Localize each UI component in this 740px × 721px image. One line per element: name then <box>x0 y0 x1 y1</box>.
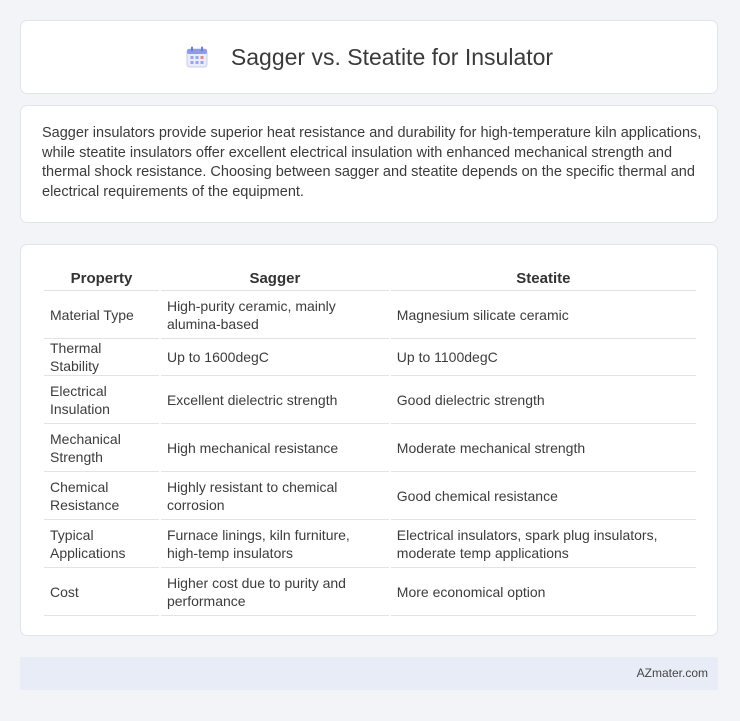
cell-sagger: Up to 1600degC <box>161 339 389 376</box>
cell-sagger: High mechanical resistance <box>161 424 389 472</box>
cell-sagger: Higher cost due to purity and performance <box>161 568 389 616</box>
cell-property: Cost <box>44 568 159 616</box>
title-card <box>20 20 718 94</box>
cell-sagger: Excellent dielectric strength <box>161 376 389 424</box>
header-sagger: Sagger <box>161 267 389 291</box>
summary-card <box>20 105 718 223</box>
table-row <box>44 339 696 376</box>
cell-property: Material Type <box>44 291 159 339</box>
table-row <box>44 376 696 424</box>
cell-property: Mechanical Strength <box>44 424 159 472</box>
cell-sagger: Furnace linings, kiln furniture, high-temp insulators <box>161 520 389 568</box>
comparison-table-card <box>20 244 718 636</box>
cell-steatite: Good chemical resistance <box>391 472 696 520</box>
cell-steatite: Up to 1100degC <box>391 339 696 376</box>
title-wrap <box>185 44 553 71</box>
cell-sagger: High-purity ceramic, mainly alumina-based <box>161 291 389 339</box>
header-property: Property <box>44 267 159 291</box>
table-row <box>44 472 696 520</box>
cell-steatite: More economical option <box>391 568 696 616</box>
cell-sagger: Highly resistant to chemical corrosion <box>161 472 389 520</box>
calendar-icon <box>185 45 209 69</box>
table-header-row <box>44 267 696 291</box>
table-row <box>44 291 696 339</box>
comparison-table <box>42 267 698 616</box>
cell-steatite: Moderate mechanical strength <box>391 424 696 472</box>
table-row <box>44 424 696 472</box>
cell-steatite: Magnesium silicate ceramic <box>391 291 696 339</box>
cell-property: Typical Applications <box>44 520 159 568</box>
cell-steatite: Electrical insulators, spark plug insulators, moderate temp applications <box>391 520 696 568</box>
table-row <box>44 568 696 616</box>
cell-property: Chemical Resistance <box>44 472 159 520</box>
table-row <box>44 520 696 568</box>
footer-bar <box>20 657 718 690</box>
footer-brand: AZmater.com <box>636 666 708 680</box>
cell-property: Thermal Stability <box>44 339 159 376</box>
header-steatite: Steatite <box>391 267 696 291</box>
summary-text: Sagger insulators provide superior heat resistance and durability for high-temperature kiln applications, while steatite insulators offer excellent electrical insulation with enhanced mechanical strength and thermal shock resistance. Choosing between sagger and steatite depends on the specific thermal and electrical requirements of the equipment. <box>42 125 702 200</box>
cell-property: Electrical Insulation <box>44 376 159 424</box>
cell-steatite: Good dielectric strength <box>391 376 696 424</box>
page-title: Sagger vs. Steatite for Insulator <box>230 43 554 70</box>
